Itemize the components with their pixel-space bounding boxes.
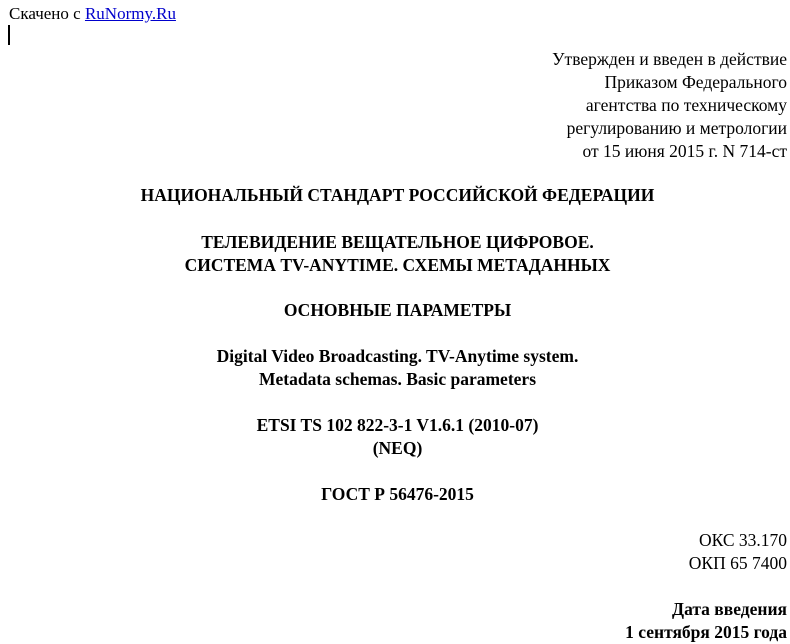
approval-line: регулированию и метрологии: [566, 118, 787, 138]
standard-title-text: НАЦИОНАЛЬНЫЙ СТАНДАРТ РОССИЙСКОЙ ФЕДЕРАЦИИ: [140, 185, 655, 205]
introduction-date-value: 1 сентября 2015 года: [625, 622, 787, 642]
params-text: ОСНОВНЫЕ ПАРАМЕТРЫ: [283, 300, 512, 320]
english-title-line: Digital Video Broadcasting. TV-Anytime system.: [216, 346, 579, 366]
text-cursor: [8, 25, 10, 45]
subject-line: СИСТЕМА TV-ANYTIME. СХЕМЫ МЕТАДАННЫХ: [184, 255, 611, 275]
standard-subject: [0, 231, 790, 277]
english-title: [0, 345, 790, 391]
english-title-line: Metadata schemas. Basic parameters: [258, 369, 537, 389]
introduction-date-label: Дата введения: [672, 599, 787, 619]
etsi-line: (NEQ): [372, 438, 423, 458]
subject-line: ТЕЛЕВИДЕНИЕ ВЕЩАТЕЛЬНОЕ ЦИФРОВОЕ.: [201, 232, 594, 252]
approval-line: агентства по техническому: [585, 95, 787, 115]
runormy-link[interactable]: RuNormy.Ru: [84, 4, 176, 23]
gost-number: [0, 483, 790, 506]
standard-params-heading: [0, 299, 790, 322]
approval-line: от 15 июня 2015 г. N 714-ст: [582, 141, 787, 161]
etsi-line: ETSI TS 102 822-3-1 V1.6.1 (2010-07): [256, 415, 539, 435]
approval-line: Утвержден и введен в действие: [552, 49, 787, 69]
approval-block: [467, 48, 787, 163]
okp-code: ОКП 65 7400: [688, 553, 787, 573]
oks-code: ОКС 33.170: [698, 530, 787, 550]
classification-codes: [689, 529, 787, 575]
downloaded-prefix: Скачено с: [9, 4, 81, 23]
gost-number-text: ГОСТ Р 56476-2015: [321, 484, 474, 504]
introduction-date: [625, 598, 787, 644]
downloaded-from-notice: [9, 4, 176, 24]
etsi-reference: [0, 414, 790, 460]
standard-title: [0, 184, 790, 207]
approval-line: Приказом Федерального: [604, 72, 787, 92]
